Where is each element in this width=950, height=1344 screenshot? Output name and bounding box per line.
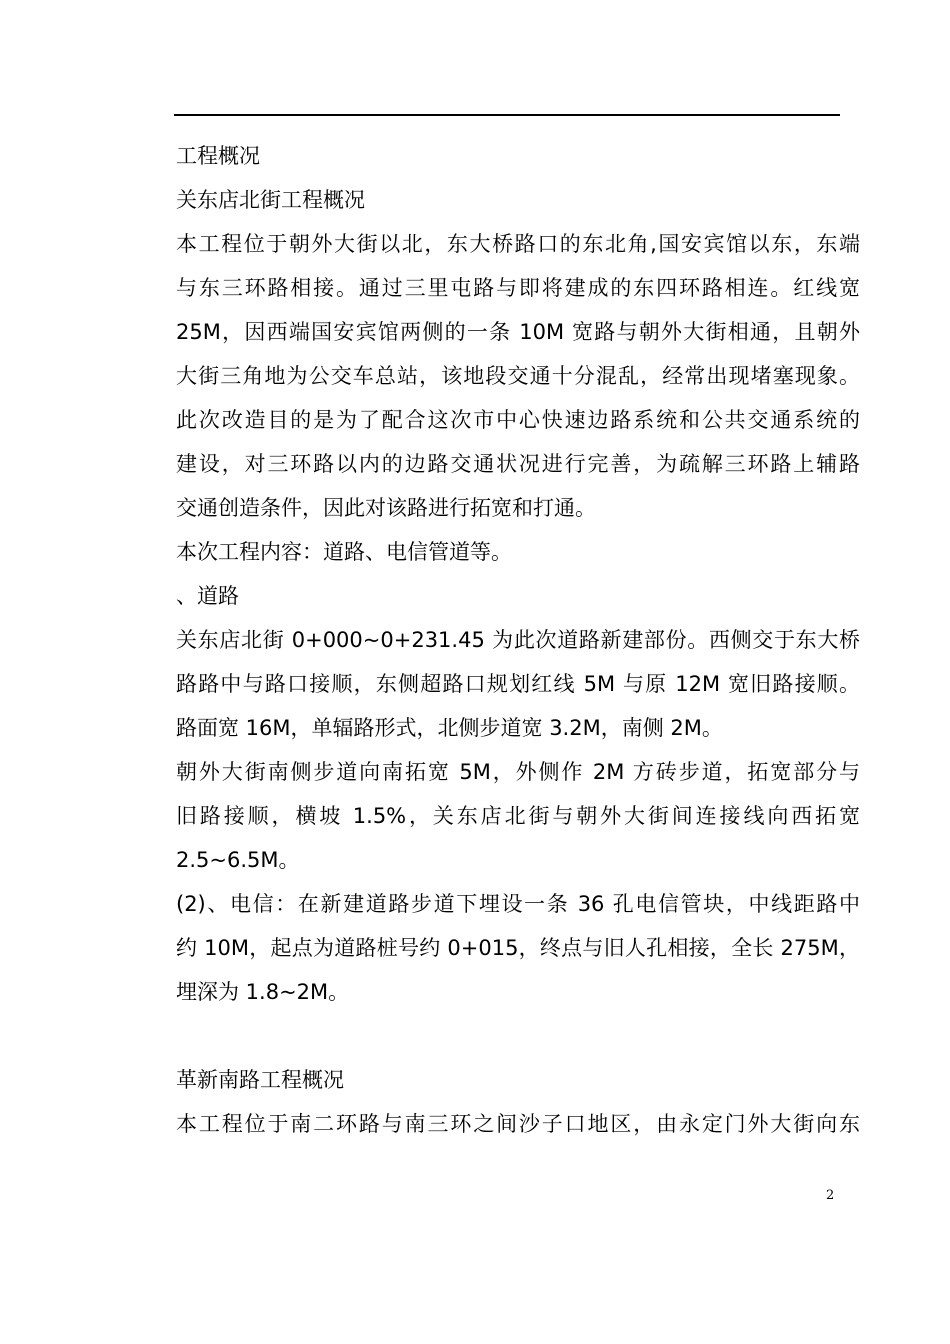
section-heading: 工程概况 <box>176 144 260 168</box>
item-heading: 、道路 <box>176 584 239 608</box>
paragraph-line: 朝外大街南侧步道向南拓宽 5M，外侧作 2M 方砖步道，拓宽部分与 <box>176 760 860 784</box>
paragraph-line: 关东店北街 0+000~0+231.45 为此次道路新建部份。西侧交于东大桥 <box>176 628 860 652</box>
paragraph-line: 2.5~6.5M。 <box>176 848 300 872</box>
paragraph-line: 本工程位于南二环路与南三环之间沙子口地区，由永定门外大街向东 <box>176 1112 860 1136</box>
paragraph-line: 埋深为 1.8~2M。 <box>176 980 350 1004</box>
paragraph-line: 交通创造条件，因此对该路进行拓宽和打通。 <box>176 496 596 520</box>
paragraph-line: 路面宽 16M，单辐路形式，北侧步道宽 3.2M，南侧 2M。 <box>176 716 723 740</box>
paragraph-line: 本次工程内容：道路、电信管道等。 <box>176 540 512 564</box>
page-number: 2 <box>826 1188 835 1203</box>
paragraph-line: 约 10M，起点为道路桩号约 0+015，终点与旧人孔相接，全长 275M， <box>176 936 860 960</box>
document-body <box>176 134 860 1146</box>
paragraph-line: 与东三环路相接。通过三里屯路与即将建成的东四环路相连。红线宽 <box>176 276 860 300</box>
subsection-heading: 革新南路工程概况 <box>176 1068 344 1092</box>
paragraph-line: 旧路接顺，横坡 1.5%，关东店北街与朝外大街间连接线向西拓宽 <box>176 804 860 828</box>
subsection-heading: 关东店北街工程概况 <box>176 188 365 212</box>
header-rule <box>174 114 840 116</box>
paragraph-line: 大街三角地为公交车总站，该地段交通十分混乱，经常出现堵塞现象。 <box>176 364 860 388</box>
paragraph-line: (2)、电信：在新建道路步道下埋设一条 36 孔电信管块，中线距路中 <box>176 892 860 916</box>
paragraph-line: 本工程位于朝外大街以北，东大桥路口的东北角,国安宾馆以东，东端 <box>176 232 860 256</box>
paragraph-line: 25M，因西端国安宾馆两侧的一条 10M 宽路与朝外大街相通，且朝外 <box>176 320 860 344</box>
paragraph-line: 此次改造目的是为了配合这次市中心快速边路系统和公共交通系统的 <box>176 408 860 432</box>
paragraph-line: 建设，对三环路以内的边路交通状况进行完善，为疏解三环路上辅路 <box>176 452 860 476</box>
blank-line <box>176 1014 860 1058</box>
paragraph-line: 路路中与路口接顺，东侧超路口规划红线 5M 与原 12M 宽旧路接顺。 <box>176 672 860 696</box>
